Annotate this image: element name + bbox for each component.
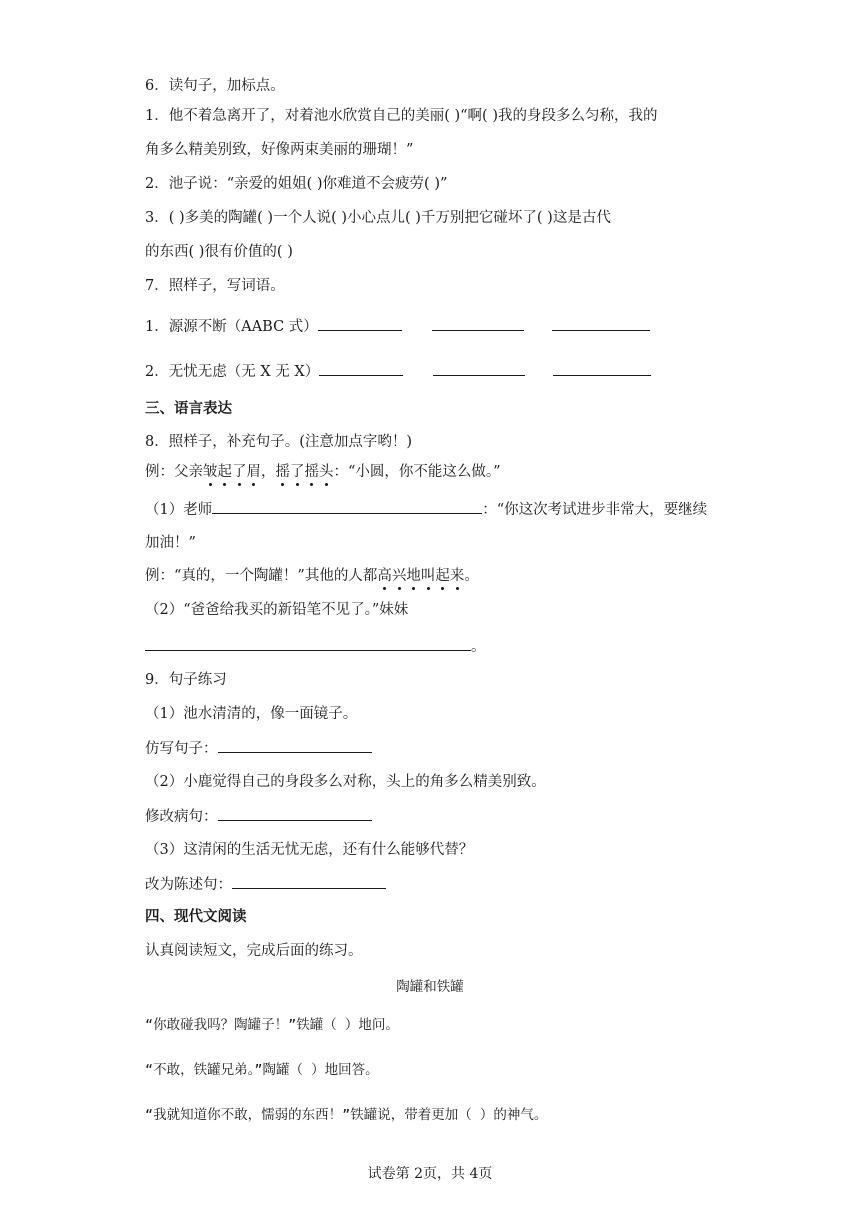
q9-s1-task bbox=[145, 738, 372, 759]
period: 。 bbox=[471, 639, 486, 655]
prompt-text: （1）老师 bbox=[145, 502, 213, 518]
dotted-char: 了 bbox=[290, 464, 305, 480]
q6-item1-line2: 角多么精美别致，好像两束美丽的珊瑚！” bbox=[145, 142, 414, 158]
page-footer: 试卷第 2页，共 4页 bbox=[367, 1166, 493, 1182]
section-heading: 四、现代文阅读 bbox=[145, 908, 247, 925]
q8-example2 bbox=[145, 566, 479, 586]
q6-item1-line1: 1．他不着急离开了，对着池水欣赏自己的美丽( )“啊( )我的身段多么匀称，我的 bbox=[145, 108, 658, 124]
answer-blank[interactable] bbox=[319, 361, 403, 376]
dotted-char: 来 bbox=[449, 568, 465, 584]
dotted-char: 高 bbox=[377, 568, 392, 584]
dotted-text bbox=[203, 464, 261, 480]
answer-blank[interactable] bbox=[232, 874, 386, 889]
q9-s1: （1）池水清清的，像一面镜子。 bbox=[145, 706, 358, 722]
dotted-char: 兴 bbox=[391, 568, 407, 584]
q7-item2 bbox=[145, 361, 651, 382]
story-line: “不敢，铁罐兄弟。”陶罐（ ）地回答。 bbox=[145, 1062, 379, 1078]
dotted-char: 眉 bbox=[246, 464, 261, 480]
example-text: 例：父亲 bbox=[145, 464, 203, 480]
example-text: 。 bbox=[464, 568, 479, 584]
dotted-text bbox=[276, 464, 334, 480]
dotted-char: 了 bbox=[232, 464, 247, 480]
dotted-char: 摇 bbox=[304, 464, 319, 480]
task-label: 修改病句： bbox=[145, 809, 218, 825]
answer-blank[interactable] bbox=[218, 806, 372, 821]
task-label: 改为陈述句： bbox=[145, 877, 232, 893]
q9-s2-task bbox=[145, 806, 372, 827]
answer-blank[interactable] bbox=[432, 316, 524, 331]
q6-title: 6．读句子，加标点。 bbox=[145, 78, 285, 94]
answer-blank[interactable] bbox=[433, 361, 525, 376]
answer-blank[interactable] bbox=[218, 738, 372, 753]
dotted-char: 起 bbox=[217, 464, 232, 480]
answer-blank[interactable] bbox=[553, 361, 651, 376]
answer-blank[interactable] bbox=[318, 316, 402, 331]
q7-item1 bbox=[145, 316, 650, 337]
dotted-char: 摇 bbox=[275, 464, 290, 480]
prompt-text: ：“你这次考试进步非常大，要继续 bbox=[482, 502, 708, 518]
q9-title: 9．句子练习 bbox=[145, 672, 227, 688]
section-heading: 三、语言表达 bbox=[145, 400, 232, 417]
dotted-text bbox=[377, 568, 464, 584]
q7-item2-label: 2．无忧无虑（无 X 无 X） bbox=[145, 364, 320, 380]
task-label: 仿写句子： bbox=[145, 741, 218, 757]
dotted-char: 地 bbox=[406, 568, 421, 584]
q8-part2: （2）“爸爸给我买的新铅笔不见了。”妹妹 bbox=[145, 602, 409, 618]
q8-part1 bbox=[145, 499, 707, 520]
q8-example1 bbox=[145, 462, 501, 482]
q6-item2: 2．池子说：“亲爱的姐姐( )你难道不会疲劳( )” bbox=[145, 176, 448, 192]
story-line: “你敢碰我吗？陶罐子！”铁罐（ ）地问。 bbox=[145, 1017, 399, 1033]
q6-item3-line2: 的东西( )很有价值的( ) bbox=[145, 244, 293, 260]
dotted-char: 头 bbox=[319, 464, 334, 480]
story-line: “我就知道你不敢，懦弱的东西！”铁罐说，带着更加（ ）的神气。 bbox=[145, 1107, 548, 1123]
q8-part1-cont: 加油！” bbox=[145, 535, 196, 551]
dotted-char: 起 bbox=[435, 568, 450, 584]
answer-blank[interactable] bbox=[212, 499, 482, 514]
dotted-char: 叫 bbox=[420, 568, 436, 584]
example-text: ：“小圆，你不能这么做。” bbox=[333, 464, 501, 480]
answer-blank[interactable] bbox=[145, 636, 471, 651]
dotted-char: 皱 bbox=[203, 464, 218, 480]
q8-title: 8．照样子，补充句子。(注意加点字哟！) bbox=[145, 434, 413, 450]
q7-item1-label: 1．源源不断（AABC 式） bbox=[145, 319, 318, 335]
q7-title: 7．照样子，写词语。 bbox=[145, 278, 285, 294]
reading-intro: 认真阅读短文，完成后面的练习。 bbox=[145, 943, 363, 959]
example-text: ， bbox=[261, 464, 276, 480]
story-title: 陶罐和铁罐 bbox=[396, 979, 464, 995]
q6-item3-line1: 3．( )多美的陶罐( )一个人说( )小心点儿( )千万别把它碰坏了( )这是古代 bbox=[145, 210, 611, 226]
q9-s2: （2）小鹿觉得自己的身段多么对称，头上的角多么精美别致。 bbox=[145, 774, 546, 790]
q9-s3-task bbox=[145, 874, 386, 895]
answer-blank[interactable] bbox=[552, 316, 650, 331]
example-text: 例：“真的，一个陶罐！”其他的人都 bbox=[145, 568, 378, 584]
q9-s3: （3）这清闲的生活无忧无虑，还有什么能够代替？ bbox=[145, 842, 474, 858]
q8-part2-answer bbox=[145, 636, 486, 657]
